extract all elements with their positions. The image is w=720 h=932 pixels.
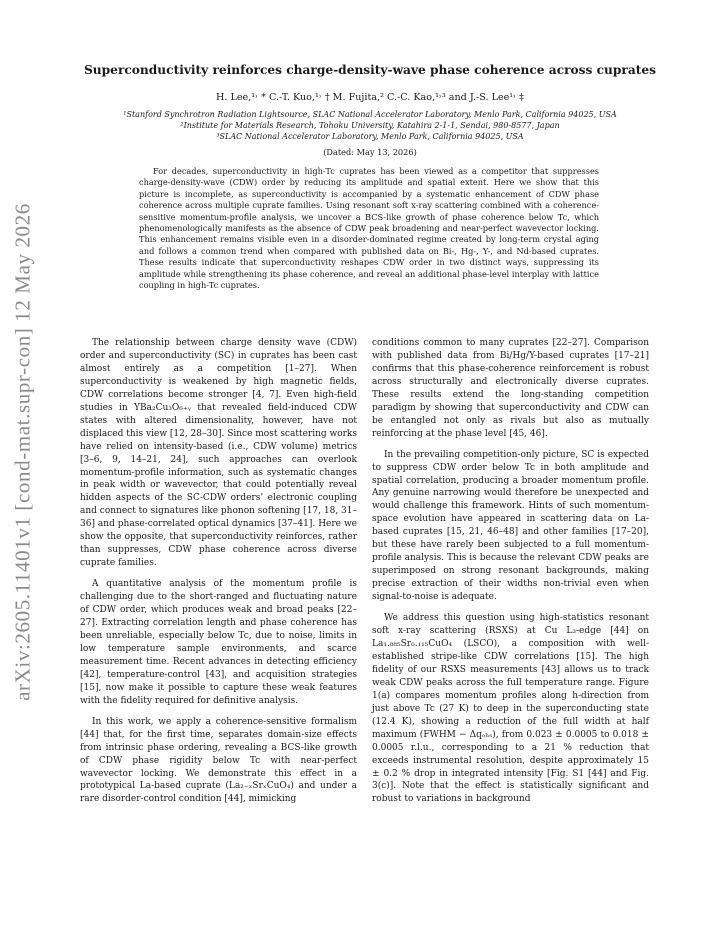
paragraph: In the prevailing competition-only picture, SC is expected to suppress CDW order below Tc in both amplitude and spatial correlation, producing a broader momentum profile. Any genuine narrowing would therefore be unexpected and would challenge this framework. Hints of such momentum-space evolution have appeared in scattering data on La-based cuprates [15, 21, 46–48] and other families [17–20], but these have rarely been subjected to a full momentum-profile analysis. This is because the relevant CDW peaks are superimposed on strong resonant backgrounds, making precise extraction of their widths non-trivial even when signal-to-noise is adequate.	[372, 449, 649, 603]
affiliation-3: ³SLAC National Accelerator Laboratory, Menlo Park, California 94025, USA	[216, 132, 524, 141]
body-column-right	[372, 337, 649, 814]
paragraph: conditions common to many cuprates [22–27]. Comparison with published data from Bi/Hg/Y-based cuprates [17–21] confirms that this phase-coherence reinforcement is robust across structurally and electronically diverse cuprates. These results extend the long-standing competition paradigm by showing that superconductivity and CDW can be entangled not only as rivals but also as mutually reinforcing at the phase level [45, 46].	[372, 338, 649, 439]
abstract	[139, 166, 599, 291]
body-column-left	[80, 337, 357, 814]
arxiv-identifier: arXiv:2605.11401v1 [cond-mat.supr-con] 12 May 2026	[10, 203, 35, 701]
paper-title: Superconductivity reinforces charge-density-wave phase coherence across cuprates	[84, 63, 656, 77]
date-line: (Dated: May 13, 2026)	[323, 147, 417, 157]
paragraph: A quantitative analysis of the momentum profile is challenging due to the short-ranged and fluctuating nature of CDW order, which produces weak and broad peaks [22–27]. Extracting correlation length and phase coherence has been unreliable, especially below Tc, due to noise, limits in low temperature sample environments, and scarce measurement time. Recent advances in detecting efficiency [42], temperature-control [43], and acquisition strategies [15], now make it possible to capture these weak features with the fidelity required for definitive analysis.	[80, 579, 357, 706]
abstract-text: For decades, superconductivity in high-Tc cuprates has been viewed as a competitor that suppresses charge-density-wave (CDW) order by reducing its amplitude and spatial extent. Here we show that this picture is incomplete, as superconductivity is accompanied by a systematic enhancement of CDW phase coherence across multiple cuprate families. Using resonant soft x-ray scattering combined with a coherence-sensitive momentum-profile analysis, we uncover a BCS-like growth of phase coherence below Tc, which phenomenologically manifests as the absence of CDW peak broadening and near-perfect wavevector locking. This enhancement remains visible even in a disorder-dominated regime created by long-term crystal aging and follows a common trend when compared with published data on Bi-, Hg-, Y-, and Nd-based cuprates. These results indicate that superconductivity reshapes CDW order in two distinct ways, suppressing its amplitude while strengthening its phase coherence, and reveal an additional phase-level interplay with lattice coupling in high-Tc cuprates.	[139, 166, 599, 291]
affiliation-1: ¹Stanford Synchrotron Radiation Lightsource, SLAC National Accelerator Laboratory, Menlo Park, California 94025, USA	[123, 110, 617, 119]
author-list: H. Lee,¹˒ * C.-T. Kuo,¹˒ † M. Fujita,² C.-C. Kao,¹˒³ and J.-S. Lee¹˒ ‡	[216, 92, 524, 103]
paragraph: The relationship between charge density wave (CDW) order and superconductivity (SC) in cuprates has been cast almost entirely as a competition [1–27]. When superconductivity is weakened by high magnetic fields, CDW correlations become stronger [4, 7]. Even high-field studies in YBa₂Cu₃O₆₊ᵧ that revealed field-induced CDW states with altered dimensionality, however, have not displaced this view [12, 28–30]. Since most scattering works have relied on intensity-based (i.e., CDW volume) metrics [3–6, 9, 14–21, 24], such approaches can overlook momentum-profile information, such as systematic changes in peak width or wavevector, that could potentially reveal hidden aspects of the SC-CDW orders’ electronic coupling and connect to signatures like phonon softening [17, 18, 31–36] and phase-correlated optical dynamics [37–41]. Here we show the opposite, that superconductivity reinforces, rather than suppresses, CDW phase coherence across diverse cuprate families.	[80, 338, 357, 569]
paragraph: In this work, we apply a coherence-sensitive formalism [44] that, for the first time, separates domain-size effects from intrinsic phase ordering, revealing a BCS-like growth of CDW phase rigidity below Tc with near-perfect wavevector locking. We demonstrate this effect in a prototypical La-based cuprate (La₂₋ₓSrₓCuO₄) and under a rare disorder-control condition [44], mimicking	[80, 716, 357, 805]
paragraph: We address this question using high-statistics resonant soft x-ray scattering (RSXS) at Cu L₃-edge [44] on La₁.₈₈₅Sr₀.₁₁₅CuO₄ (LSCO), a composition with well-established stripe-like CDW correlations [15]. The high fidelity of our RSXS measurements [43] allows us to track weak CDW peaks across the full temperature range. Figure 1(a) compares momentum profiles along h-direction from just above Tc (27 K) to deep in the superconducting state (12.4 K), showing a reduction of the full width at half maximum (FWHM − Δqₒₕₛ), from 0.023 ± 0.0005 to 0.018 ± 0.0005 r.l.u., corresponding to a 21 % reduction that exceeds instrumental resolution, despite approximately 15 ± 0.2 % drop in integrated intensity [Fig. S1 [44] and Fig. 3(c)]. Note that the effect is statistically significant and robust to variations in background	[372, 613, 649, 805]
arxiv-stamp	[6, 192, 40, 712]
affiliation-2: ²Institute for Materials Research, Tohoku University, Katahira 2-1-1, Sendai, 980-8577, Japan	[180, 121, 560, 130]
